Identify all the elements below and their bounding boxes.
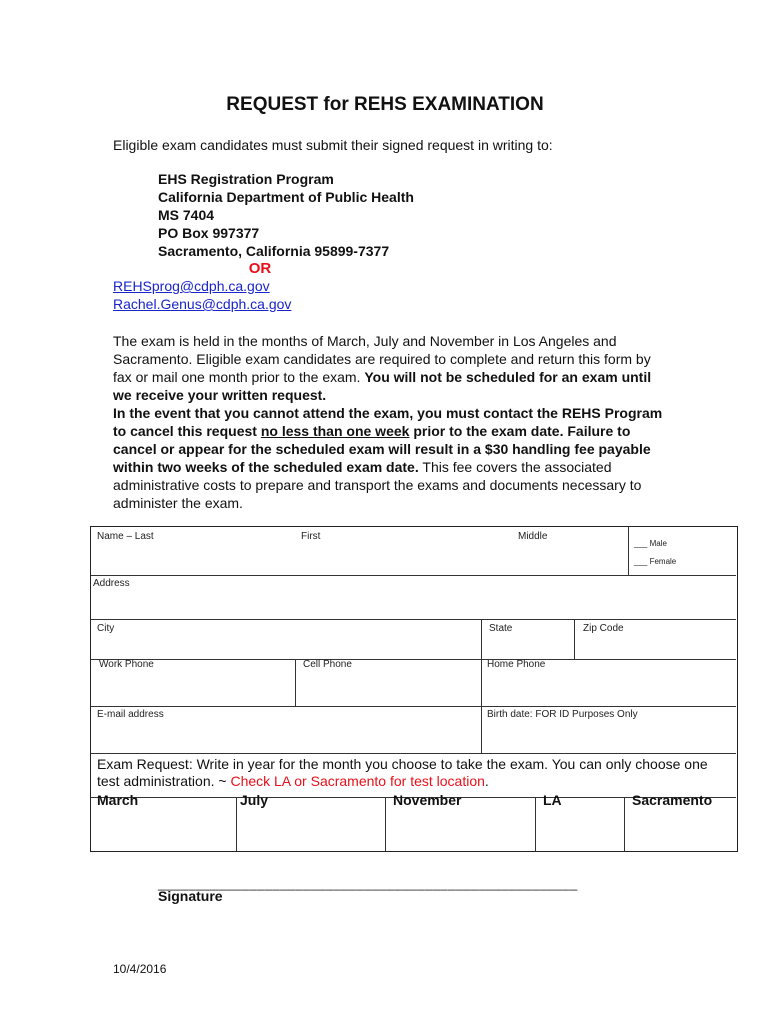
address-line-3: MS 7404 [158, 207, 215, 223]
label-zip: Zip Code [583, 623, 624, 634]
signature-label: Signature [158, 888, 223, 904]
exam-request-period: . [484, 773, 489, 789]
label-name-last: Name – Last [97, 531, 154, 542]
exam-request-location-note: Check LA or Sacramento for test location [230, 773, 485, 789]
label-first: First [301, 531, 321, 542]
para-text-2: This fee covers the associated administrative costs to prepare and transport the exams and documents necessary to administer the exam. [113, 459, 642, 511]
checkbox-female[interactable]: ___ Female [634, 557, 677, 566]
label-address: Address [93, 578, 130, 589]
or-separator: OR [248, 260, 272, 277]
label-state: State [489, 623, 513, 634]
email-link-rehsprog[interactable]: REHSprog@cdph.ca.gov [113, 278, 270, 294]
label-cell-phone: Cell Phone [303, 659, 352, 670]
address-line-5: Sacramento, California 95899-7377 [158, 243, 390, 259]
signature-line[interactable]: _______________________________________________________ [158, 876, 578, 891]
column-march: March [97, 792, 139, 808]
para-text-1: The exam is held in the months of March, July and November in Los Angeles and Sacramento. Eligible exam candidates are required to complete and return this form by fax or mail one month prior to the exam. [113, 333, 651, 385]
exam-request-instructions [97, 756, 727, 790]
para-bold-1: You will not be scheduled for an exam until we receive your written request. [113, 369, 652, 403]
document-date: 10/4/2016 [113, 962, 167, 976]
column-la: LA [543, 792, 562, 808]
column-sacramento: Sacramento [632, 792, 713, 808]
para-underline: no less than one week [260, 423, 410, 439]
para-bold-2a: In the event that you cannot attend the exam, you must contact the REHS Program to cancel this request [113, 405, 663, 439]
mailing-address [158, 170, 414, 260]
label-home-phone: Home Phone [487, 659, 546, 670]
address-line-1: EHS Registration Program [158, 171, 334, 187]
exam-request-text: Exam Request: Write in year for the month you choose to take the exam. You can only choose one test administration. ~ [97, 756, 708, 789]
label-email: E-mail address [97, 709, 164, 720]
instructions-paragraph [113, 332, 673, 512]
email-link-rachel[interactable]: Rachel.Genus@cdph.ca.gov [113, 296, 292, 312]
label-middle: Middle [518, 531, 548, 542]
registration-form [90, 526, 738, 852]
address-line-2: California Department of Public Health [158, 189, 414, 205]
column-july: July [240, 792, 269, 808]
para-bold-2b: prior to the exam date. Failure to cancel or appear for the scheduled exam will result in a $30 handling fee payable within two weeks of the scheduled exam date. [113, 423, 651, 475]
column-november: November [393, 792, 462, 808]
address-line-4: PO Box 997377 [158, 225, 260, 241]
page-title: REQUEST for REHS EXAMINATION [226, 94, 544, 115]
label-city: City [97, 623, 115, 634]
intro-text: Eligible exam candidates must submit their signed request in writing to: [113, 137, 553, 153]
label-birth-date: Birth date: FOR ID Purposes Only [487, 709, 638, 720]
checkbox-male[interactable]: ___ Male [634, 539, 667, 548]
label-work-phone: Work Phone [99, 659, 154, 670]
